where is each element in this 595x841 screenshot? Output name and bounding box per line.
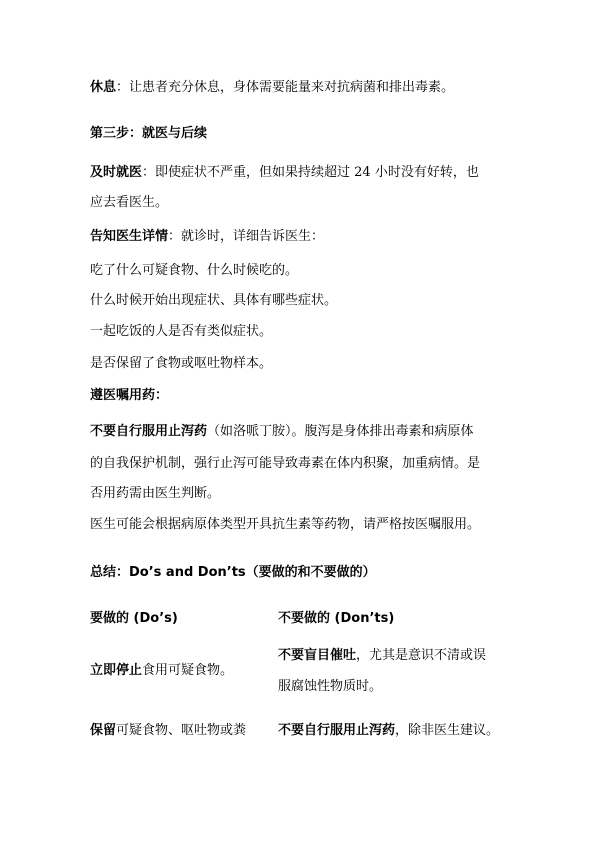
rest-paragraph [90, 78, 454, 98]
timely-label: 及时就医 [90, 165, 143, 180]
no-antidiarrheal-label: 不要自行服用止泻药 [90, 424, 208, 439]
inform-item: 什么时候开始出现症状、具体有哪些症状。 [90, 293, 338, 308]
summary-heading: 总结：Do’s and Don’ts（要做的和不要做的） [90, 565, 376, 580]
row2-dont-text: ，除非医生建议。 [395, 723, 500, 738]
step3-heading: 第三步：就医与后续 [90, 126, 208, 141]
rest-text: 让患者充分休息，身体需要能量来对抗病菌和排出毒素。 [129, 80, 455, 95]
row1-dont-label: 不要盲目催吐 [278, 648, 357, 663]
row2-dont-label: 不要自行服用止泻药 [278, 723, 396, 738]
row1-dont [278, 646, 486, 666]
follow-label: 遵医嘱用药 [90, 388, 156, 403]
timely-paragraph [90, 163, 479, 183]
table-header-do: 要做的 (Do’s) [90, 611, 178, 626]
inform-item: 是否保留了食物或呕吐物样本。 [90, 356, 273, 371]
rest-label: 休息 [90, 80, 117, 95]
antibiotics-paragraph: 医生可能会根据病原体类型开具抗生素等药物，请严格按医嘱服用。 [90, 517, 481, 532]
row2-do-label: 保留 [90, 723, 117, 738]
inform-paragraph [90, 227, 324, 247]
row2-do [90, 721, 246, 741]
inform-item: 一起吃饭的人是否有类似症状。 [90, 324, 273, 339]
timely-sep: ： [142, 165, 156, 180]
timely-text-1: 即使症状不严重，但如果持续超过 24 小时没有好转，也 [155, 165, 479, 180]
timely-text-2: 应去看医生。 [90, 195, 169, 210]
no-antidiarrheal-text-1: （如洛哌丁胺）。腹泻是身体排出毒素和病原体 [207, 424, 474, 439]
row1-dont-text-2: 服腐蚀性物质时。 [278, 679, 383, 694]
rest-sep: ： [116, 80, 130, 95]
no-antidiarrheal-text-2: 的自我保护机制，强行止泻可能导致毒素在体内积聚，加重病情。是 [90, 456, 481, 471]
inform-item: 吃了什么可疑食物、什么时候吃的。 [90, 263, 299, 278]
no-antidiarrheal-paragraph [90, 422, 474, 442]
follow-sep: ： [155, 388, 169, 403]
inform-sep: ： [168, 229, 182, 244]
row1-do-label: 立即停止 [90, 663, 143, 678]
row2-dont [278, 721, 499, 741]
row1-do-text: 食用可疑食物。 [142, 663, 234, 678]
table-header-dont: 不要做的 (Don’ts) [278, 611, 395, 626]
no-antidiarrheal-text-3: 否用药需由医生判断。 [90, 486, 221, 501]
row1-dont-text-1: ，尤其是意识不清或误 [356, 648, 487, 663]
inform-text: 就诊时，详细告诉医生： [181, 229, 325, 244]
row1-do [90, 661, 233, 681]
follow-heading [90, 386, 168, 406]
inform-label: 告知医生详情 [90, 229, 169, 244]
row2-do-text: 可疑食物、呕吐物或粪 [116, 723, 247, 738]
